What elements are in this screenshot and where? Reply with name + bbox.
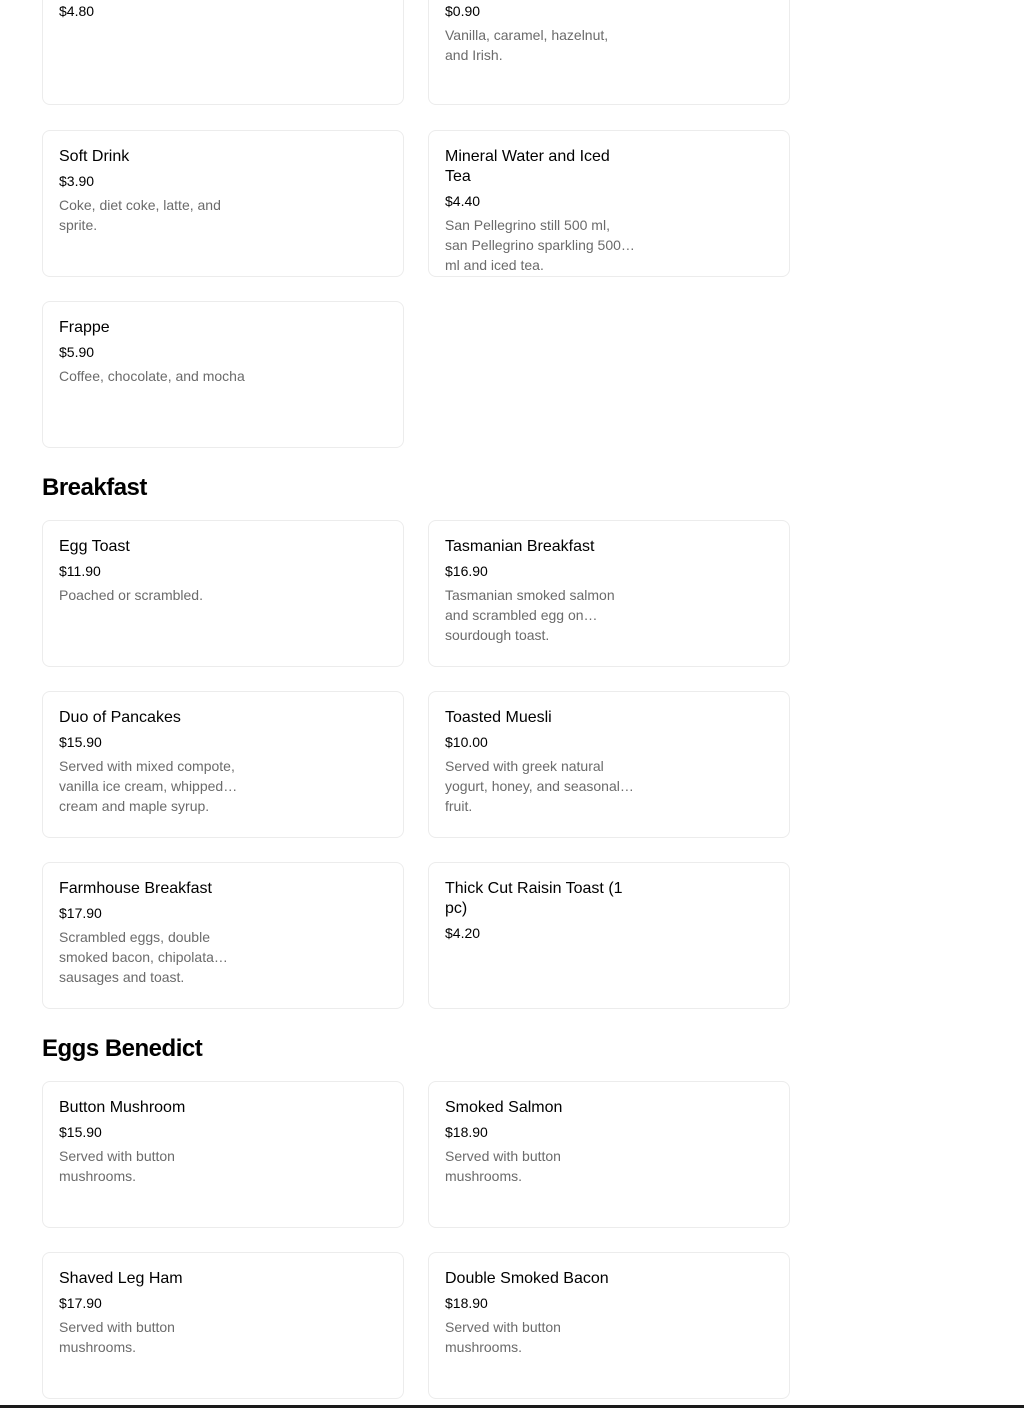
menu-item-price: $4.80	[59, 3, 95, 19]
menu-item-description: Served with button mushrooms.	[59, 1148, 175, 1184]
menu-item-description: Served with greek natural yogurt, honey, and seasonal fruit.	[445, 758, 620, 814]
menu-item-description: Served with button mushrooms.	[445, 1148, 561, 1184]
menu-item-price: $0.90	[445, 3, 481, 19]
menu-item-content	[445, 1098, 635, 1186]
menu-item-content	[445, 147, 635, 273]
menu-item-description: Coffee, chocolate, and mocha	[59, 368, 245, 384]
menu-item-name: Egg Toast	[59, 538, 130, 555]
menu-item-card[interactable]	[42, 1252, 404, 1399]
menu-item-card[interactable]	[428, 130, 790, 277]
menu-item-name: Mineral Water and Iced Tea	[445, 148, 610, 185]
menu-item-card[interactable]	[42, 520, 404, 667]
menu-item-card[interactable]	[42, 130, 404, 277]
menu-item-card[interactable]	[42, 301, 404, 448]
menu-item-price: $15.90	[59, 734, 102, 750]
menu-item-name: Shaved Leg Ham	[59, 1270, 183, 1287]
menu-item-name: Thick Cut Raisin Toast (1 pc)	[445, 880, 623, 917]
menu-item-name: Double Smoked Bacon	[445, 1270, 609, 1287]
section-title-eggs-benedict: Eggs Benedict	[42, 1035, 203, 1062]
menu-item-description: Served with button mushrooms.	[59, 1319, 175, 1355]
menu-item-price: $4.20	[445, 925, 481, 941]
menu-item-content	[59, 2, 249, 20]
menu-item-price: $3.90	[59, 173, 95, 189]
menu-item-content	[445, 708, 635, 814]
menu-item-price: $17.90	[59, 905, 102, 921]
menu-item-description: Vanilla, caramel, hazelnut, and Irish.	[445, 27, 609, 63]
menu-item-price: $4.40	[445, 193, 481, 209]
menu-item-card[interactable]	[42, 1081, 404, 1228]
menu-item-price: $5.90	[59, 344, 95, 360]
menu-item-price: $18.90	[445, 1124, 488, 1140]
menu-item-content	[59, 318, 249, 386]
menu-item-content	[59, 1098, 249, 1186]
menu-item-content	[445, 2, 635, 65]
menu-item-card[interactable]	[42, 691, 404, 838]
menu-item-description: Coke, diet coke, latte, and sprite.	[59, 197, 221, 233]
menu-item-description: Scrambled eggs, double smoked bacon, chipolata sausages and toast.	[59, 929, 214, 985]
menu-item-content	[59, 879, 249, 985]
menu-item-card[interactable]	[42, 0, 404, 105]
menu-item-card[interactable]	[42, 862, 404, 1009]
menu-item-name: Tasmanian Breakfast	[445, 538, 595, 555]
menu-item-content	[445, 1269, 635, 1357]
menu-item-content	[445, 537, 635, 643]
menu-item-card[interactable]	[428, 1252, 790, 1399]
menu-item-description: Served with mixed compote, vanilla ice cream, whipped cream and maple syrup.	[59, 758, 235, 814]
menu-item-name: Soft Drink	[59, 148, 130, 165]
menu-item-description: Tasmanian smoked salmon and scrambled egg on sourdough toast.	[445, 587, 615, 643]
menu-item-content	[59, 708, 249, 814]
menu-item-card[interactable]	[428, 0, 790, 105]
menu-item-description: Poached or scrambled.	[59, 587, 203, 603]
menu-item-name: Button Mushroom	[59, 1099, 186, 1116]
menu-item-card[interactable]	[428, 862, 790, 1009]
menu-item-price: $15.90	[59, 1124, 102, 1140]
menu-item-card[interactable]	[428, 691, 790, 838]
menu-item-price: $10.00	[445, 734, 488, 750]
menu-item-price: $16.90	[445, 563, 488, 579]
menu-item-name: Duo of Pancakes	[59, 709, 181, 726]
menu-item-name: Frappe	[59, 319, 110, 336]
menu-item-name: Farmhouse Breakfast	[59, 880, 212, 897]
section-title-breakfast: Breakfast	[42, 474, 147, 501]
menu-item-content	[59, 1269, 249, 1357]
menu-item-content	[59, 537, 249, 605]
menu-item-price: $17.90	[59, 1295, 102, 1311]
menu-item-name: Toasted Muesli	[445, 709, 552, 726]
menu-item-price: $18.90	[445, 1295, 488, 1311]
menu-item-description: San Pellegrino still 500 ml, san Pellegrino sparkling 500 ml and iced tea.	[445, 217, 621, 273]
menu-item-description: Served with button mushrooms.	[445, 1319, 561, 1355]
menu-item-card[interactable]	[428, 1081, 790, 1228]
menu-item-card[interactable]	[428, 520, 790, 667]
menu-item-content	[445, 879, 635, 942]
menu-item-price: $11.90	[59, 563, 101, 579]
menu-item-content	[59, 147, 249, 235]
menu-item-name: Smoked Salmon	[445, 1099, 563, 1116]
